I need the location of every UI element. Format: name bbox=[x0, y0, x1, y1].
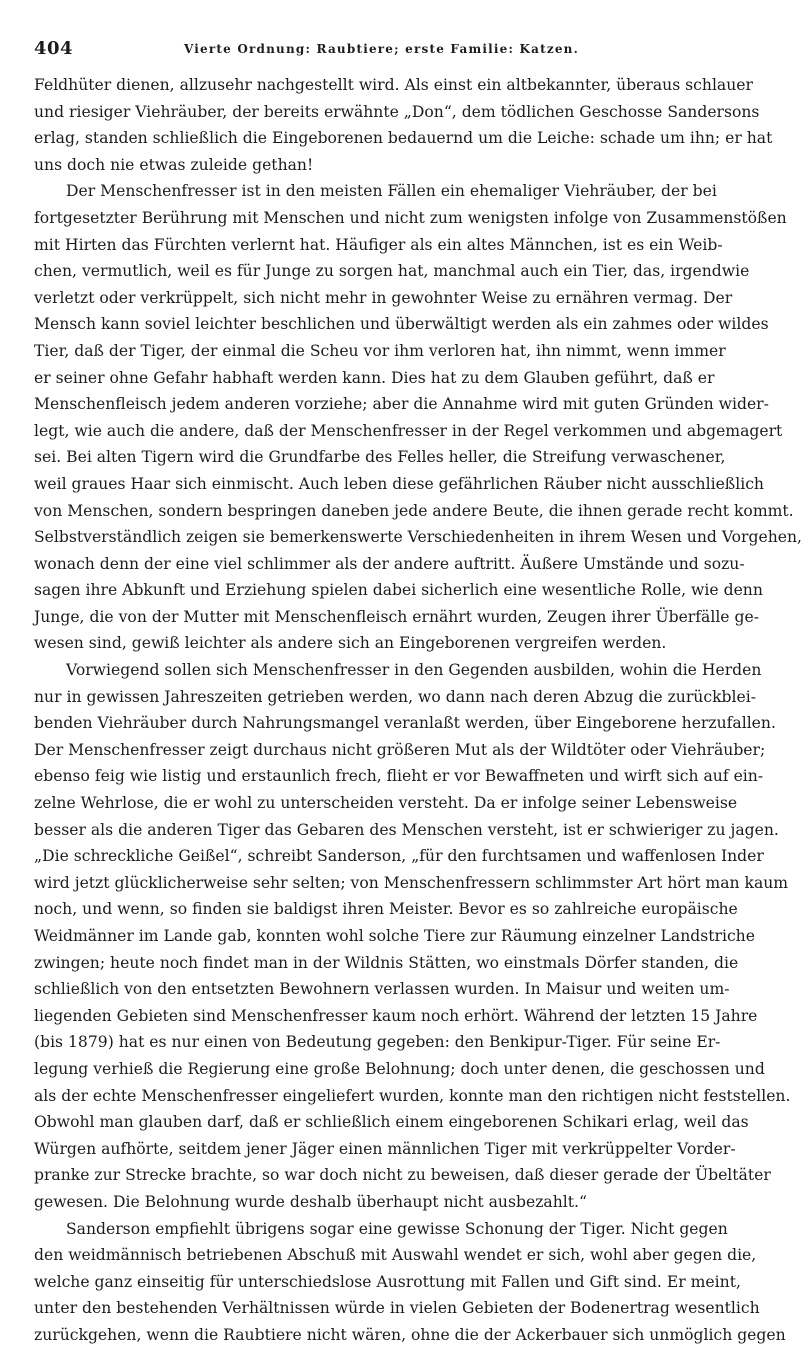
text-line: zelne Wehrlose, die er wohl zu unterscheiden versteht. Da er infolge seiner Lebensweise bbox=[34, 794, 738, 813]
paragraph bbox=[34, 1216, 786, 1349]
text-line: Mensch kann soviel leichter beschlichen und überwältigt werden als ein zahmes oder wildes bbox=[34, 315, 769, 334]
text-line: Menschenfleisch jedem anderen vorziehe; aber die Annahme wird mit guten Gründen wider- bbox=[34, 395, 769, 414]
text-line: Obwohl man glauben darf, daß er schließlich einem eingeborenen Schikari erlag, weil das bbox=[34, 1113, 749, 1132]
paragraph bbox=[34, 178, 802, 657]
text-line: legt, wie auch die andere, daß der Menschenfresser in der Regel verkommen und abgemagert bbox=[34, 421, 783, 440]
text-line: zwingen; heute noch findet man in der Wildnis Stätten, wo einstmals Dörfer standen, die bbox=[34, 953, 739, 972]
text-line: fortgesetzter Berührung mit Menschen und nicht zum wenigsten infolge von Zusammenstößen bbox=[34, 208, 787, 227]
text-line: wonach denn der eine viel schlimmer als der andere auftritt. Äußere Umstände und sozu- bbox=[34, 554, 745, 573]
text-line: Tier, daß der Tiger, der einmal die Scheu vor ihm verloren hat, ihn nimmt, wenn immer bbox=[34, 341, 726, 360]
text-line: legung verhieß die Regierung eine große Belohnung; doch unter denen, die geschossen und bbox=[34, 1059, 765, 1078]
text-line: sei. Bei alten Tigern wird die Grundfarbe des Felles heller, die Streifung verwaschener, bbox=[34, 448, 726, 467]
text-line: den weidmännisch betriebenen Abschuß mit Auswahl wendet er sich, wohl aber gegen die, bbox=[34, 1246, 757, 1265]
text-line: (bis 1879) hat es nur einen von Bedeutung gegeben: den Benkipur-Tiger. Für seine Er- bbox=[34, 1033, 721, 1052]
text-line: Sanderson empfiehlt übrigens sogar eine gewisse Schonung der Tiger. Nicht gegen bbox=[66, 1219, 728, 1238]
text-line: erlag, standen schließlich die Eingeborenen bedauernd um die Leiche: schade um ihn; er hat bbox=[34, 129, 773, 148]
text-line: Würgen aufhörte, seitdem jener Jäger einen männlichen Tiger mit verkrüppelter Vorder- bbox=[34, 1139, 736, 1158]
text-line: nur in gewissen Jahreszeiten getrieben werden, wo dann nach deren Abzug die zurückblei- bbox=[34, 687, 756, 706]
text-line: verletzt oder verkrüppelt, sich nicht mehr in gewohnter Weise zu ernähren vermag. Der bbox=[34, 288, 733, 307]
text-line: noch, und wenn, so finden sie baldigst ihren Meister. Bevor es so zahlreiche europäische bbox=[34, 900, 738, 919]
text-line: zurückgehen, wenn die Raubtiere nicht wären, ohne die der Ackerbauer sich unmöglich gegen bbox=[34, 1325, 786, 1344]
text-line: Selbstverständlich zeigen sie bemerkenswerte Verschiedenheiten in ihrem Wesen und Vorgehen, bbox=[34, 528, 802, 547]
text-line: Der Menschenfresser ist in den meisten Fällen ein ehemaliger Viehräuber, der bei bbox=[66, 182, 717, 201]
paragraph bbox=[34, 72, 773, 178]
text-line: unter den bestehenden Verhältnissen würde in vielen Gebieten der Bodenertrag wesentlich bbox=[34, 1299, 760, 1318]
text-line: „Die schreckliche Geißel“, schreibt Sanderson, „für den furchtsamen und waffenlosen Inder bbox=[34, 847, 764, 866]
text-line: Vorwiegend sollen sich Menschenfresser in den Gegenden ausbilden, wohin die Herden bbox=[66, 661, 762, 680]
text-line: als der echte Menschenfresser eingeliefert wurden, konnte man den richtigen nicht feststellen. bbox=[34, 1086, 791, 1105]
text-line: wird jetzt glücklicherweise sehr selten; von Menschenfressern schlimmster Art hört man kaum bbox=[34, 873, 789, 892]
text-line: schließlich von den entsetzten Bewohnern verlassen wurden. In Maisur und weiten um- bbox=[34, 980, 730, 999]
page-number: 404 bbox=[34, 38, 74, 59]
body-text bbox=[34, 72, 802, 1349]
text-line: sagen ihre Abkunft und Erziehung spielen dabei sicherlich eine wesentliche Rolle, wie denn bbox=[34, 581, 763, 600]
paragraph bbox=[34, 657, 791, 1215]
text-line: von Menschen, sondern bespringen daneben jede andere Beute, die ihnen gerade recht kommt. bbox=[34, 501, 794, 520]
text-line: weil graues Haar sich einmischt. Auch leben diese gefährlichen Räuber nicht ausschließlich bbox=[34, 474, 764, 493]
text-line: er seiner ohne Gefahr habhaft werden kann. Dies hat zu dem Glauben geführt, daß er bbox=[34, 368, 715, 387]
text-line: ebenso feig wie listig und erstaunlich frech, flieht er vor Bewaffneten und wirft sich auf ein- bbox=[34, 767, 764, 786]
text-line: pranke zur Strecke brachte, so war doch nicht zu beweisen, daß dieser gerade der Übeltäter bbox=[34, 1166, 771, 1185]
text-line: chen, vermutlich, weil es für Junge zu sorgen hat, manchmal auch ein Tier, das, irgendwie bbox=[34, 262, 750, 281]
text-line: welche ganz einseitig für unterschiedslose Ausrottung mit Fallen und Gift sind. Er meint, bbox=[34, 1272, 741, 1291]
text-line: wesen sind, gewiß leichter als andere sich an Eingeborenen vergreifen werden. bbox=[34, 634, 667, 653]
text-line: Junge, die von der Mutter mit Menschenfleisch ernährt wurden, Zeugen ihrer Überfälle ge- bbox=[34, 607, 759, 626]
page-header bbox=[34, 38, 709, 64]
text-line: Der Menschenfresser zeigt durchaus nicht größeren Mut als der Wildtöter oder Viehräuber; bbox=[34, 740, 766, 759]
text-line: besser als die anderen Tiger das Gebaren des Menschen versteht, ist er schwieriger zu jagen. bbox=[34, 820, 779, 839]
text-line: benden Viehräuber durch Nahrungsmangel veranlaßt werden, über Eingeborene herzufallen. bbox=[34, 714, 776, 733]
text-line: gewesen. Die Belohnung wurde deshalb überhaupt nicht ausbezahlt.“ bbox=[34, 1192, 587, 1211]
text-line: mit Hirten das Fürchten verlernt hat. Häufiger als ein altes Männchen, ist es ein Weib- bbox=[34, 235, 723, 254]
text-line: liegenden Gebieten sind Menschenfresser kaum noch erhört. Während der letzten 15 Jahre bbox=[34, 1006, 758, 1025]
text-line: und riesiger Viehräuber, der bereits erwähnte „Don“, dem tödlichen Geschosse Sandersons bbox=[34, 102, 760, 121]
text-line: Weidmänner im Lande gab, konnten wohl solche Tiere zur Räumung einzelner Landstriche bbox=[34, 927, 755, 945]
text-line: Feldhüter dienen, allzusehr nachgestellt wird. Als einst ein altbekannter, überaus schlauer bbox=[34, 76, 753, 94]
running-head: Vierte Ordnung: Raubtiere; erste Familie: Katzen. bbox=[184, 42, 579, 56]
text-line: uns doch nie etwas zuleide gethan! bbox=[34, 155, 314, 174]
